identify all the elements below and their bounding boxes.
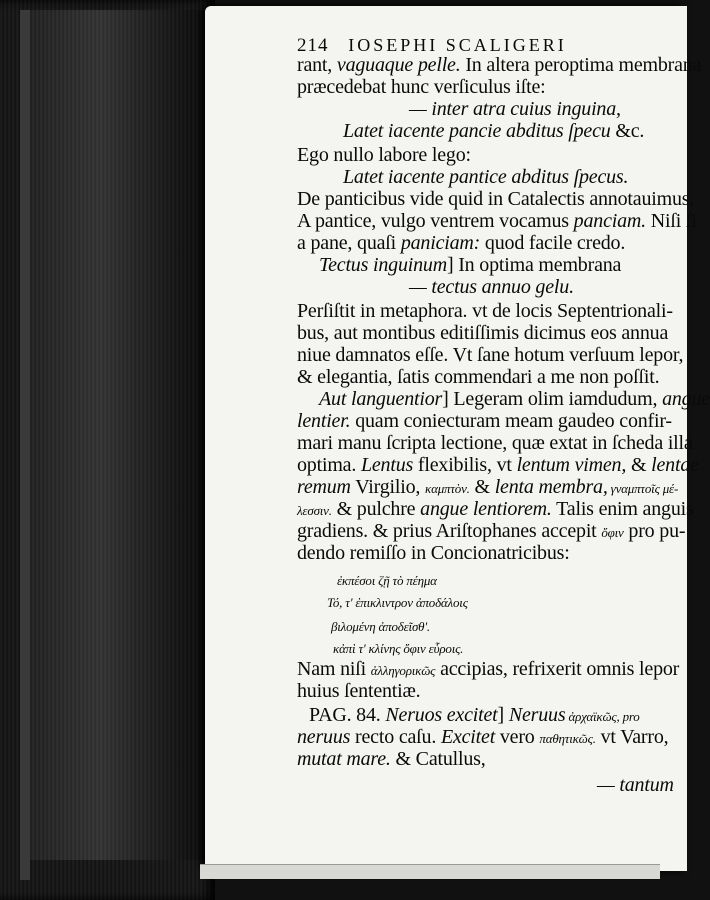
text-line [409, 276, 574, 298]
text-line [297, 76, 546, 98]
roman-text: vt Varro, [595, 726, 669, 748]
text-line [409, 98, 621, 120]
roman-text: ] [497, 704, 509, 726]
greek-text: καμπτὸν. [425, 481, 470, 496]
italic-text: paniciam: [400, 232, 481, 254]
roman-text: gradiens. & prius Ariſtophanes accepit [297, 520, 602, 542]
text-line [297, 542, 570, 564]
italic-text: Excitet [440, 726, 496, 748]
italic-text: Aut languentior [319, 388, 443, 410]
greek-text: ἐκπέσοι ζῇ τὸ πέημα [337, 573, 437, 588]
roman-text: huius ſententiæ. [297, 680, 421, 702]
roman-text: & Catullus, [390, 748, 486, 770]
text-line [297, 344, 683, 366]
roman-text: A pantice, vulgo ventrem vocamus [297, 210, 574, 232]
roman-text: Virgilio, [350, 476, 426, 498]
roman-text: In altera peroptima membrana [460, 54, 702, 76]
roman-text: Perſiſtit in metaphora. vt de locis Septentrionali- [297, 300, 673, 322]
roman-text: & pulchre [331, 498, 421, 520]
italic-text: Neruus [508, 704, 566, 726]
roman-text: &c. [610, 120, 645, 142]
roman-text: vero [495, 726, 540, 748]
text-line [333, 636, 463, 660]
text-line [319, 254, 621, 276]
running-head-title: IOSEPHI SCALIGERI [348, 35, 567, 55]
italic-text: lentae [651, 454, 699, 476]
roman-text: & elegantia, ſatis commendari a me non poſſit. [297, 366, 660, 388]
text-line [297, 498, 694, 522]
roman-text: & [469, 476, 495, 498]
italic-text: panciam. [573, 210, 646, 232]
text-line [297, 748, 486, 770]
roman-text: præcedebat hunc verſiculus iſte: [297, 76, 546, 98]
greek-text: γναμπτοῖς μέ- [607, 481, 679, 496]
italic-text: lenta membra, [494, 476, 608, 498]
roman-text: bus, aut montibus editiſſimis dicimus eos annua [297, 322, 669, 344]
text-line [297, 144, 471, 166]
italic-text: Neruos excitet [385, 704, 498, 726]
text-line [297, 454, 699, 476]
roman-text: ] In optima membrana [446, 254, 622, 276]
roman-text: ] Legeram olim iamdudum, [442, 388, 663, 410]
italic-text: angue [662, 388, 710, 410]
italic-text: Tectus inguinum [319, 254, 447, 276]
roman-text: PAG. 84. [309, 704, 386, 726]
italic-text: lentum vimen, [516, 454, 627, 476]
roman-text: De panticibus vide quid in Catalectis annotauimus. [297, 188, 695, 210]
italic-text: neruus [297, 726, 351, 748]
greek-text: βιλομένη ἀποδεῖσθ'. [331, 619, 430, 634]
text-line [297, 432, 693, 454]
text-line [297, 476, 678, 500]
roman-text: recto caſu. [350, 726, 441, 748]
page-number: 214 [297, 35, 329, 56]
text-line [327, 590, 468, 614]
roman-text: a pane, quaſi [297, 232, 401, 254]
italic-text: lentier. [297, 410, 351, 432]
text-line [297, 322, 668, 344]
text-line [297, 410, 672, 432]
text-line [297, 300, 673, 322]
greek-text: κἀπὶ τ' κλίνης ὄφιν εὗροις. [333, 641, 464, 656]
greek-text: Τό, τ' ἐπικλιντρον ἀποδάλοις [327, 595, 468, 610]
roman-text: accipias, refrixerit omnis lepor [435, 658, 680, 680]
roman-text: optima. [297, 454, 361, 476]
text-line [297, 658, 679, 682]
italic-text: mutat mare. [297, 748, 391, 770]
greek-text: λεσσιν. [297, 503, 332, 518]
page-bottom-edge [200, 864, 660, 879]
text-line [343, 120, 644, 142]
text-line [337, 568, 437, 592]
roman-text: dendo remiſſo in Concionatricibus: [297, 542, 570, 564]
italic-text: Latet iacente pantice abditus ſpecus. [343, 166, 629, 188]
text-line [297, 54, 701, 76]
text-line [297, 366, 659, 388]
text-line [309, 704, 640, 728]
book-edge-strip [20, 10, 30, 880]
text-line [297, 188, 694, 210]
roman-text: Ego nullo labore lego: [297, 144, 471, 166]
roman-text: Talis enim anguis [551, 498, 694, 520]
text-line [297, 210, 697, 232]
italic-text: — tantum [597, 774, 674, 796]
italic-text: vaguaque pelle. [336, 54, 461, 76]
roman-text: & [626, 454, 652, 476]
greek-text: ἀλληγορικῶς [370, 663, 436, 678]
roman-text: quod facile credo. [480, 232, 626, 254]
greek-text: ἀρχαϊκῶς, pro [565, 709, 640, 724]
italic-text: Latet iacente pancie abditus ſpecu [343, 120, 611, 142]
text-line [297, 726, 668, 750]
roman-text: rant, [297, 54, 337, 76]
roman-text: niue damnatos eſſe. Vt ſane hotum verſuum lepor, [297, 344, 684, 366]
text-line [319, 388, 710, 410]
italic-text: angue lentiorem. [420, 498, 552, 520]
roman-text: quam coniecturam meam gaudeo confir- [350, 410, 672, 432]
roman-text: mari manu ſcripta lectione, quæ extat in ſcheda illa [297, 432, 693, 454]
roman-text: pro pu- [623, 520, 686, 542]
roman-text: Niſi ſi [645, 210, 697, 232]
italic-text: — tectus annuo gelu. [409, 276, 574, 298]
text-line [297, 680, 420, 702]
roman-text: flexibilis, vt [413, 454, 517, 476]
italic-text: — inter atra cuius inguina, [409, 98, 621, 120]
roman-text: Nam niſi [297, 658, 371, 680]
italic-text: remum [297, 476, 351, 498]
text-line [297, 520, 685, 544]
fore-edge-shading [30, 10, 205, 860]
greek-text: παθητικῶς. [539, 731, 596, 746]
text-line [297, 232, 625, 254]
text-line [597, 774, 674, 796]
italic-text: Lentus [360, 454, 414, 476]
text-line [331, 614, 430, 638]
text-line [343, 166, 628, 188]
greek-text: ὄφιν [601, 525, 624, 540]
